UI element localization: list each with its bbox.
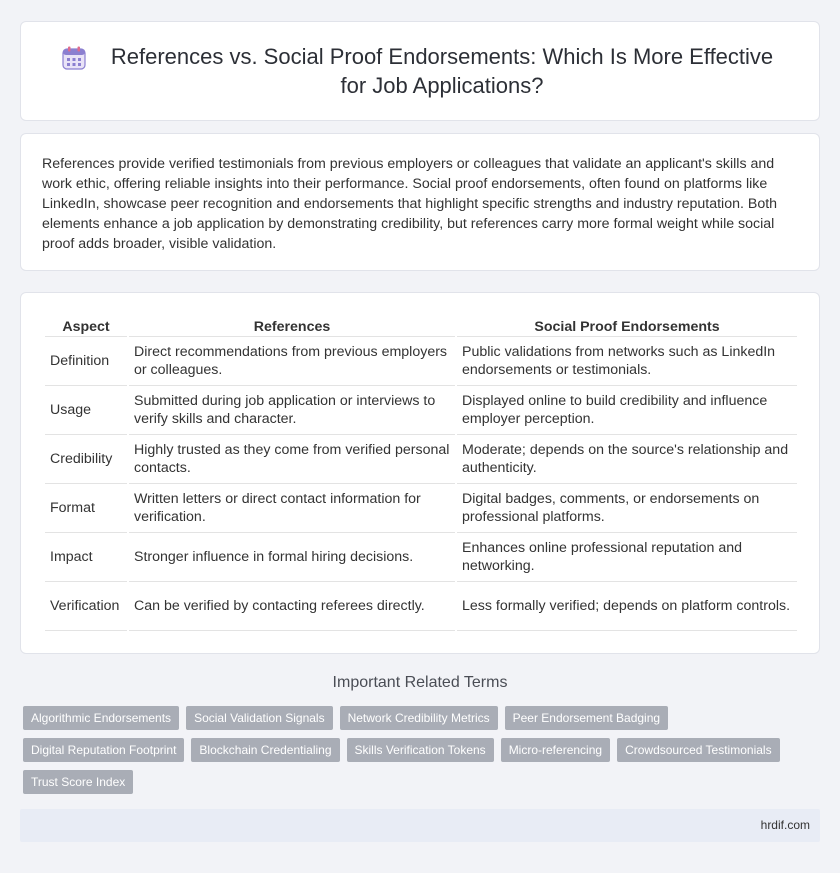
- calendar-icon: [61, 45, 87, 71]
- related-term-tag[interactable]: Social Validation Signals: [186, 706, 333, 730]
- row-references: Submitted during job application or interviews to verify skills and character.: [129, 386, 455, 435]
- related-term-tag[interactable]: Peer Endorsement Badging: [505, 706, 668, 730]
- row-social-proof: Enhances online professional reputation and networking.: [457, 533, 797, 582]
- row-references: Can be verified by contacting referees directly.: [129, 582, 455, 631]
- table-row: [45, 337, 797, 386]
- table-row: [45, 533, 797, 582]
- summary-text: References provide verified testimonials from previous employers or colleagues that validate an applicant's skills and work ethic, offering reliable insights into their performance. Social proof endorsements, often found on platforms like LinkedIn, showcase peer recognition and endorsements that highlight specific strengths and industry reputation. Both elements enhance a job application by demonstrating credibility, but references carry more formal weight while social proof adds broader, visible validation.: [42, 156, 778, 252]
- table-row: [45, 582, 797, 631]
- related-terms-list: [23, 706, 813, 794]
- row-references: Direct recommendations from previous employers or colleagues.: [129, 337, 455, 386]
- table-row: [45, 435, 797, 484]
- related-term-tag[interactable]: Crowdsourced Testimonials: [617, 738, 780, 762]
- header-card: [20, 21, 820, 121]
- related-term-tag[interactable]: Micro-referencing: [501, 738, 610, 762]
- summary-card: [20, 133, 820, 271]
- footer-site-link[interactable]: hrdif.com: [760, 818, 810, 832]
- page-title: References vs. Social Proof Endorsements: Which Is More Effective for Job Applications?: [110, 44, 774, 98]
- related-term-tag[interactable]: Algorithmic Endorsements: [23, 706, 179, 730]
- table-row: [45, 386, 797, 435]
- row-social-proof: Digital badges, comments, or endorsements on professional platforms.: [457, 484, 797, 533]
- row-references: Stronger influence in formal hiring decisions.: [129, 533, 455, 582]
- header-social-proof: Social Proof Endorsements: [457, 314, 797, 337]
- row-aspect: Usage: [45, 386, 127, 435]
- related-term-tag[interactable]: Network Credibility Metrics: [340, 706, 498, 730]
- related-term-tag[interactable]: Trust Score Index: [23, 770, 133, 794]
- related-terms-title: Important Related Terms: [332, 674, 508, 691]
- row-references: Written letters or direct contact information for verification.: [129, 484, 455, 533]
- related-term-tag[interactable]: Blockchain Credentialing: [191, 738, 339, 762]
- row-social-proof: Moderate; depends on the source's relationship and authenticity.: [457, 435, 797, 484]
- row-aspect: Definition: [45, 337, 127, 386]
- header-references: References: [129, 314, 455, 337]
- row-aspect: Format: [45, 484, 127, 533]
- footer: [20, 809, 820, 842]
- row-social-proof: Displayed online to build credibility and influence employer perception.: [457, 386, 797, 435]
- related-term-tag[interactable]: Digital Reputation Footprint: [23, 738, 184, 762]
- table-row: [45, 484, 797, 533]
- related-term-tag[interactable]: Skills Verification Tokens: [347, 738, 494, 762]
- row-social-proof: Public validations from networks such as LinkedIn endorsements or testimonials.: [457, 337, 797, 386]
- row-aspect: Impact: [45, 533, 127, 582]
- row-social-proof: Less formally verified; depends on platform controls.: [457, 582, 797, 631]
- comparison-table: [43, 314, 799, 631]
- row-references: Highly trusted as they come from verified personal contacts.: [129, 435, 455, 484]
- row-aspect: Verification: [45, 582, 127, 631]
- table-header-row: [45, 314, 797, 337]
- comparison-table-card: [20, 292, 820, 654]
- header-aspect: Aspect: [45, 314, 127, 337]
- row-aspect: Credibility: [45, 435, 127, 484]
